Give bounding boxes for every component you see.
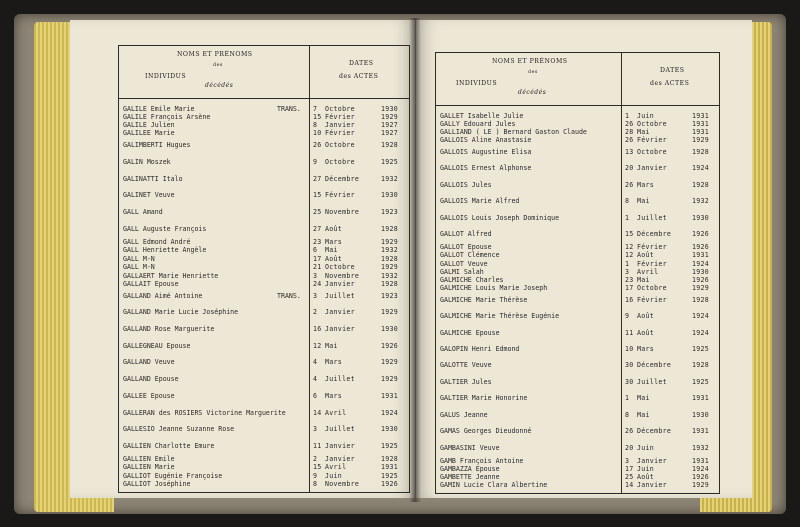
entry-month: Janvier <box>325 279 355 288</box>
entry-day: 24 <box>313 279 322 288</box>
entry-month: Avril <box>325 463 347 472</box>
entry-year: 1927 <box>381 121 399 130</box>
entry-year: 1931 <box>692 119 710 128</box>
entry-month: Février <box>637 259 667 268</box>
entry-year: 1923 <box>381 291 399 300</box>
entry-name: GALIMBERTI Hugues <box>123 141 191 150</box>
entry-year: 1930 <box>692 410 710 419</box>
entry-name: GALLAND Aimé Antoine <box>123 291 203 300</box>
entry-day: 17 <box>313 254 322 263</box>
entry-year: 1926 <box>381 479 399 488</box>
entry-month: Mars <box>325 391 343 400</box>
register-table-right <box>435 52 720 494</box>
header-des-actes: des ACTES <box>339 73 379 80</box>
entry-year: 1929 <box>692 136 710 145</box>
entry-month: Août <box>325 224 343 233</box>
entry-name: GAMAS Georges Dieudonné <box>440 427 532 436</box>
entry-month: Juin <box>637 443 655 452</box>
entry-day: 15 <box>625 229 634 238</box>
entry-month: Janvier <box>325 308 355 317</box>
entry-name: GALL M-N <box>123 254 155 263</box>
entry-month: Décembre <box>637 229 672 238</box>
entry-name: GALILEE Marie <box>123 129 175 138</box>
entry-month: Juillet <box>325 425 355 434</box>
entry-day: 14 <box>313 408 322 417</box>
entry-month: Mai <box>637 275 650 284</box>
entry-name: GAMB François Antoine <box>440 456 524 465</box>
entry-month: Novembre <box>325 208 360 217</box>
entry-month: Octobre <box>325 104 355 113</box>
entry-month: Juin <box>637 111 655 120</box>
entry-year: 1929 <box>381 358 399 367</box>
entry-month: Mars <box>637 180 655 189</box>
entry-month: Août <box>637 328 655 337</box>
entry-name: GALINATTI Italo <box>123 174 183 183</box>
entry-name: GALLET Isabelle Julie <box>440 111 524 120</box>
entry-day: 27 <box>313 174 322 183</box>
entry-day: 1 <box>625 213 630 222</box>
entry-name: GALMICHE Epouse <box>440 328 500 337</box>
entry-year: 1925 <box>381 441 399 450</box>
entry-name: GALLEE Epouse <box>123 391 175 400</box>
entry-month: Février <box>637 295 667 304</box>
entry-year: 1928 <box>381 279 399 288</box>
entry-year: 1928 <box>692 295 710 304</box>
entry-name: GALLAND Epouse <box>123 375 179 384</box>
entry-day: 17 <box>625 283 634 292</box>
entry-year: 1929 <box>381 238 399 247</box>
entry-day: 25 <box>313 208 322 217</box>
entry-year: 1926 <box>692 229 710 238</box>
entry-year: 1930 <box>692 267 710 276</box>
entry-year: 1929 <box>692 283 710 292</box>
entry-name: GALTIER Marie Honorine <box>440 394 528 403</box>
book-gutter <box>409 18 421 502</box>
entry-day: 9 <box>625 312 630 321</box>
entry-month: Mai <box>637 197 650 206</box>
entry-year: 1925 <box>692 377 710 386</box>
entry-day: 6 <box>313 391 318 400</box>
entry-name: GALLAERT Marie Henriette <box>123 271 219 280</box>
entry-year: 1931 <box>381 391 399 400</box>
entry-month: Janvier <box>325 121 355 130</box>
entry-year: 1928 <box>381 254 399 263</box>
entry-month: Janvier <box>637 164 667 173</box>
entry-month: Janvier <box>325 455 355 464</box>
entry-name: GALLERAN des ROSIERS Victorine Marguerite <box>123 408 286 417</box>
header-names-title: NOMS ET PRÉNOMS <box>492 58 568 65</box>
entry-year: 1930 <box>381 325 399 334</box>
entry-name: GALLESIO Jeanne Suzanne Rose <box>123 425 235 434</box>
entry-month: Juin <box>637 464 655 473</box>
entry-month: Janvier <box>637 456 667 465</box>
entry-month: Mai <box>325 246 338 255</box>
header-des-actes: des ACTES <box>650 80 690 87</box>
entry-name: GALINET Veuve <box>123 191 175 200</box>
entry-month: Mars <box>325 238 343 247</box>
entry-day: 8 <box>625 197 630 206</box>
entry-year: 1926 <box>692 275 710 284</box>
entry-name: GALLOT Clémence <box>440 251 500 260</box>
entry-year: 1931 <box>692 251 710 260</box>
entry-day: 26 <box>625 136 634 145</box>
entry-name: GALLAND Rose Marguerite <box>123 325 215 334</box>
entry-month: Mai <box>637 128 650 137</box>
entry-year: 1932 <box>381 246 399 255</box>
entry-month: Août <box>637 312 655 321</box>
entry-name: GAMBASINI Veuve <box>440 443 500 452</box>
entry-name: GALLOIS Louis Joseph Dominique <box>440 213 560 222</box>
entry-year: 1928 <box>692 180 710 189</box>
entry-year: 1924 <box>692 164 710 173</box>
entry-year: 1931 <box>692 111 710 120</box>
entry-day: 10 <box>625 345 634 354</box>
entry-name: GALL Henriette Angèle <box>123 246 207 255</box>
entry-name: GALLIEN Emile <box>123 455 175 464</box>
entry-month: Février <box>637 136 667 145</box>
entry-day: 27 <box>313 224 322 233</box>
header-decedes: décédés <box>518 89 547 96</box>
header-decedes: décédés <box>205 82 234 89</box>
entry-name: GALLOT Alfred <box>440 229 492 238</box>
entry-year: 1932 <box>381 271 399 280</box>
entry-name: GALLOT Epouse <box>440 243 492 252</box>
entry-day: 20 <box>625 443 634 452</box>
entry-month: Octobre <box>637 283 667 292</box>
entry-day: 15 <box>313 191 322 200</box>
entry-month: Décembre <box>325 174 360 183</box>
left-page <box>70 20 415 498</box>
entry-month: Janvier <box>325 441 355 450</box>
header-individus: INDIVIDUS <box>456 80 498 87</box>
entry-year: 1931 <box>381 463 399 472</box>
entry-year: 1929 <box>381 375 399 384</box>
entry-year: 1930 <box>381 104 399 113</box>
entry-day: 6 <box>313 246 318 255</box>
entry-day: 16 <box>313 325 322 334</box>
entry-year: 1932 <box>692 443 710 452</box>
entry-day: 2 <box>313 308 318 317</box>
entry-day: 20 <box>625 164 634 173</box>
entry-day: 3 <box>313 425 318 434</box>
entry-month: Mars <box>325 358 343 367</box>
entry-year: 1927 <box>381 129 399 138</box>
entry-month: Juillet <box>325 375 355 384</box>
header-des: des <box>528 70 538 75</box>
entry-name: GAMBAZZA Epouse <box>440 464 500 473</box>
entry-month: Août <box>637 251 655 260</box>
entry-year: 1929 <box>692 481 710 490</box>
entry-day: 12 <box>625 243 634 252</box>
entry-day: 23 <box>625 275 634 284</box>
entry-day: 30 <box>625 361 634 370</box>
entry-month: Octobre <box>637 119 667 128</box>
entry-name: GALLIOT Eugénie Françoise <box>123 471 223 480</box>
entry-name: GAMIN Lucie Clara Albertine <box>440 481 548 490</box>
entry-year: 1924 <box>381 408 399 417</box>
entry-name: GALILE Julien <box>123 121 175 130</box>
entry-year: 1931 <box>692 128 710 137</box>
entry-name: GALILE François Arsène <box>123 112 211 121</box>
entry-day: 3 <box>625 267 630 276</box>
entry-month: Mai <box>325 341 338 350</box>
entry-day: 23 <box>313 238 322 247</box>
entry-name: GALMI Salah <box>440 267 484 276</box>
entry-month: Février <box>325 191 355 200</box>
entry-day: 17 <box>625 464 634 473</box>
entry-name: GALLOIS Jules <box>440 180 492 189</box>
entry-day: 3 <box>313 271 318 280</box>
entry-day: 15 <box>313 112 322 121</box>
entry-day: 11 <box>625 328 634 337</box>
entry-name: GALL M-N <box>123 262 155 271</box>
entry-name: GALLAND Marie Lucie Joséphine <box>123 308 239 317</box>
entry-day: 26 <box>625 119 634 128</box>
entry-name: GALTIER Jules <box>440 377 492 386</box>
entry-day: 10 <box>313 129 322 138</box>
entry-month: Mai <box>637 410 650 419</box>
entry-month: Août <box>325 254 343 263</box>
entry-year: 1926 <box>692 473 710 482</box>
entry-day: 26 <box>313 141 322 150</box>
entry-year: 1924 <box>692 312 710 321</box>
entry-month: Janvier <box>637 481 667 490</box>
entry-month: Avril <box>637 267 659 276</box>
entry-name: GALLOIS Aline Anastasie <box>440 136 532 145</box>
entry-name: GALMICHE Charles <box>440 275 504 284</box>
entry-day: 1 <box>625 111 630 120</box>
entry-year: 1928 <box>381 455 399 464</box>
entry-day: 7 <box>313 104 318 113</box>
entry-day: 26 <box>625 180 634 189</box>
entry-year: 1929 <box>381 308 399 317</box>
entry-year: 1930 <box>381 425 399 434</box>
entry-year: 1925 <box>381 471 399 480</box>
header-dates: DATES <box>349 60 374 67</box>
entry-day: 28 <box>625 128 634 137</box>
entry-year: 1930 <box>692 213 710 222</box>
entry-year: 1923 <box>381 208 399 217</box>
header-des: des <box>213 63 223 68</box>
entry-name: GALL Edmond André <box>123 238 191 247</box>
entry-name: GALLIOT Joséphine <box>123 479 191 488</box>
entry-year: 1930 <box>381 191 399 200</box>
entry-day: 1 <box>625 259 630 268</box>
entry-year: 1928 <box>692 147 710 156</box>
entry-month: Juin <box>325 471 343 480</box>
entry-day: 3 <box>625 456 630 465</box>
entry-month: Juillet <box>637 213 667 222</box>
entry-month: Décembre <box>637 361 672 370</box>
entry-name: GALLIEN Marie <box>123 463 175 472</box>
entry-month: Août <box>637 473 655 482</box>
entry-name: GALOTTE Veuve <box>440 361 492 370</box>
entry-name: GALLOIS Augustine Elisa <box>440 147 532 156</box>
entry-name: GALUS Jeanne <box>440 410 488 419</box>
entry-day: 8 <box>313 121 318 130</box>
entry-day: 21 <box>313 262 322 271</box>
header-names-title: NOMS ET PRÉNOMS <box>177 51 253 58</box>
entry-day: 4 <box>313 375 318 384</box>
entry-month: Juillet <box>325 291 355 300</box>
entry-year: 1931 <box>692 427 710 436</box>
entry-name: GALILE Emile Marie <box>123 104 195 113</box>
entry-name: GALLY Edouard Jules <box>440 119 516 128</box>
entry-day: 4 <box>313 358 318 367</box>
entry-name: GALLOT Veuve <box>440 259 488 268</box>
entry-month: Novembre <box>325 479 360 488</box>
header-divider <box>119 98 409 99</box>
entry-name: GALLAIT Epouse <box>123 279 179 288</box>
entry-month: Mai <box>637 394 650 403</box>
entry-day: 11 <box>313 441 322 450</box>
entry-name: GALIN Moszek <box>123 158 171 167</box>
entry-name: GALMICHE Marie Thérèse Eugénie <box>440 312 560 321</box>
register-table-left <box>118 45 410 493</box>
entry-day: 1 <box>625 394 630 403</box>
entry-day: 9 <box>313 158 318 167</box>
entry-month: Octobre <box>637 147 667 156</box>
entry-day: 8 <box>313 479 318 488</box>
entry-name: GALLAND Veuve <box>123 358 175 367</box>
entry-year: 1924 <box>692 259 710 268</box>
entry-year: 1928 <box>692 361 710 370</box>
entry-mark: TRANS. <box>277 104 301 113</box>
entry-name: GALMICHE Louis Marie Joseph <box>440 283 548 292</box>
header-divider <box>436 105 719 106</box>
entry-month: Octobre <box>325 262 355 271</box>
entry-year: 1929 <box>381 112 399 121</box>
entry-name: GALLIEN Charlotte Emure <box>123 441 215 450</box>
entry-month: Octobre <box>325 141 355 150</box>
header-individus: INDIVIDUS <box>145 73 187 80</box>
entry-year: 1932 <box>381 174 399 183</box>
entry-name: GALLIAND ( LE ) Bernard Gaston Claude <box>440 128 587 137</box>
entry-day: 9 <box>313 471 318 480</box>
entry-year: 1931 <box>692 394 710 403</box>
entry-year: 1924 <box>692 464 710 473</box>
entry-month: Février <box>325 112 355 121</box>
entry-day: 14 <box>625 481 634 490</box>
entry-day: 12 <box>313 341 322 350</box>
entry-month: Décembre <box>637 427 672 436</box>
entry-month: Juillet <box>637 377 667 386</box>
entry-day: 3 <box>313 291 318 300</box>
entry-month: Avril <box>325 408 347 417</box>
entry-day: 2 <box>313 455 318 464</box>
entry-mark: TRANS. <box>277 291 301 300</box>
entry-day: 13 <box>625 147 634 156</box>
entry-day: 26 <box>625 427 634 436</box>
entry-year: 1925 <box>692 345 710 354</box>
entry-year: 1926 <box>692 243 710 252</box>
entry-year: 1926 <box>381 341 399 350</box>
entry-month: Janvier <box>325 325 355 334</box>
entry-name: GALL Auguste François <box>123 224 207 233</box>
entry-year: 1932 <box>692 197 710 206</box>
entry-year: 1924 <box>692 328 710 337</box>
entry-month: Novembre <box>325 271 360 280</box>
entry-day: 15 <box>313 463 322 472</box>
entry-month: Mars <box>637 345 655 354</box>
entry-year: 1929 <box>381 262 399 271</box>
column-divider <box>621 53 622 493</box>
header-dates: DATES <box>660 67 685 74</box>
entry-month: Octobre <box>325 158 355 167</box>
right-page <box>416 20 752 498</box>
entry-name: GALL Amand <box>123 208 163 217</box>
entry-name: GAMBETTE Jeanne <box>440 473 500 482</box>
entry-day: 16 <box>625 295 634 304</box>
entry-year: 1931 <box>692 456 710 465</box>
entry-name: GALLOIS Marie Alfred <box>440 197 520 206</box>
entry-day: 12 <box>625 251 634 260</box>
entry-name: GALMICHE Marie Thérèse <box>440 295 528 304</box>
entry-name: GALLOIS Ernest Alphonse <box>440 164 532 173</box>
entry-name: GALOPIN Henri Edmond <box>440 345 520 354</box>
entry-month: Février <box>325 129 355 138</box>
entry-year: 1928 <box>381 141 399 150</box>
entry-year: 1925 <box>381 158 399 167</box>
column-divider <box>309 46 310 492</box>
entry-day: 25 <box>625 473 634 482</box>
entry-name: GALLEGNEAU Epouse <box>123 341 191 350</box>
entry-day: 30 <box>625 377 634 386</box>
entry-year: 1928 <box>381 224 399 233</box>
entry-day: 8 <box>625 410 630 419</box>
entry-month: Février <box>637 243 667 252</box>
